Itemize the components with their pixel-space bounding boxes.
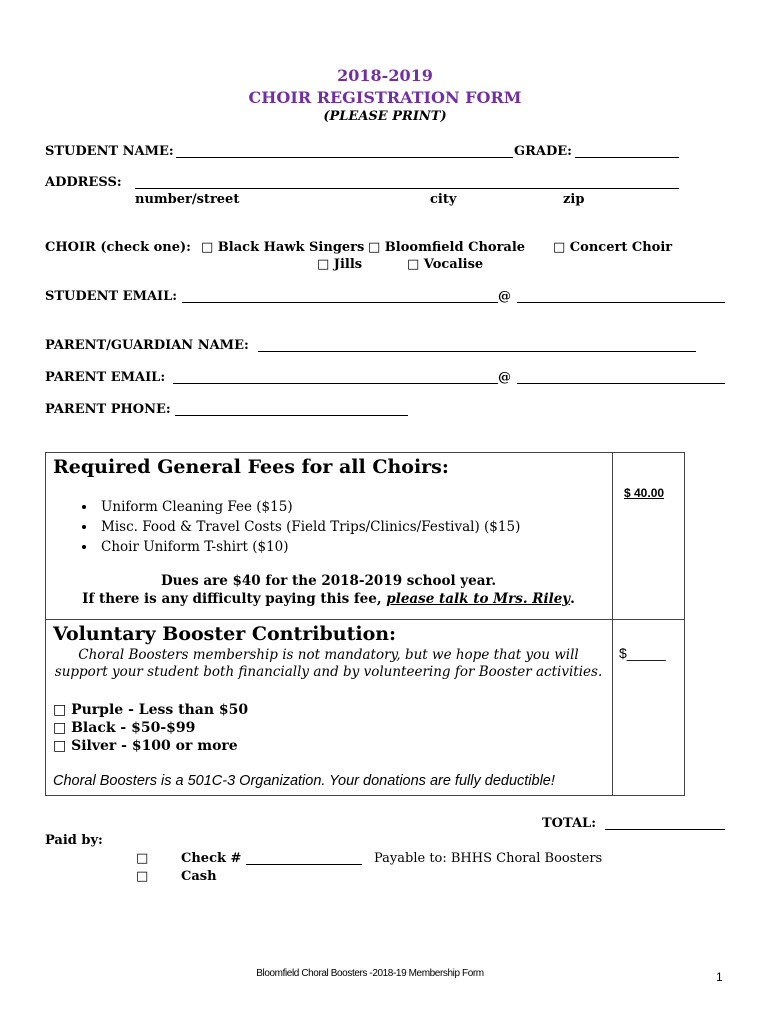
- check-number-field[interactable]: [246, 864, 362, 865]
- cash-label: Cash: [181, 869, 217, 884]
- page-number: 1: [716, 970, 723, 984]
- total-field[interactable]: [605, 829, 725, 830]
- tax-deductible-note: Choral Boosters is a 501C-3 Organization. Your donations are fully deductible!: [53, 773, 555, 789]
- zip-caption: zip: [563, 192, 585, 207]
- parent-email-label: PARENT EMAIL:: [45, 370, 166, 385]
- student-email-user-field[interactable]: [182, 302, 498, 303]
- form-subtitle: (PLEASE PRINT): [323, 109, 447, 124]
- address-field[interactable]: [135, 188, 679, 189]
- choir-option-jills[interactable]: □ Jills: [317, 257, 363, 272]
- booster-note-line-1: Choral Boosters membership is not mandatory, but we hope that you will: [78, 647, 579, 663]
- choir-option-concert-choir[interactable]: □ Concert Choir: [553, 240, 673, 255]
- booster-level-purple[interactable]: □ Purple - Less than $50: [53, 702, 249, 718]
- choir-option-black-hawk-singers[interactable]: □ Black Hawk Singers: [201, 240, 365, 255]
- student-email-domain-field[interactable]: [517, 302, 725, 303]
- parent-name-label: PARENT/GUARDIAN NAME:: [45, 338, 249, 353]
- dues-line: Dues are $40 for the 2018-2019 school year.: [160, 573, 497, 589]
- difficulty-prefix: If there is any difficulty paying this fee,: [82, 591, 387, 607]
- choir-option-vocalise[interactable]: □ Vocalise: [407, 257, 484, 272]
- student-name-field[interactable]: [176, 157, 513, 158]
- check-checkbox[interactable]: □: [136, 851, 149, 866]
- parent-email-domain-field[interactable]: [517, 383, 725, 384]
- choir-option-bloomfield-chorale[interactable]: □ Bloomfield Chorale: [368, 240, 526, 255]
- grade-field[interactable]: [575, 157, 679, 158]
- student-email-at: @: [498, 289, 511, 304]
- parent-email-at: @: [498, 370, 511, 385]
- booster-amount-field[interactable]: $_____: [619, 645, 666, 661]
- fees-table-row-divider: [45, 619, 684, 620]
- difficulty-suffix: .: [570, 591, 575, 607]
- booster-level-black[interactable]: □ Black - $50-$99: [53, 720, 196, 736]
- student-name-label: STUDENT NAME:: [45, 144, 174, 159]
- fees-amount: $ 40.00: [624, 486, 665, 500]
- parent-phone-label: PARENT PHONE:: [45, 402, 171, 417]
- booster-level-silver[interactable]: □ Silver - $100 or more: [53, 738, 238, 754]
- payable-to-text: Payable to: BHHS Choral Boosters: [374, 851, 603, 866]
- total-label: TOTAL:: [542, 816, 596, 831]
- city-caption: city: [430, 192, 457, 207]
- choir-label: CHOIR (check one):: [45, 240, 191, 255]
- talk-to-mrs-riley-link: please talk to Mrs. Riley: [386, 591, 571, 607]
- booster-note-line-2: support your student both financially and by volunteering for Booster activities.: [54, 664, 603, 680]
- fees-list: [45, 497, 520, 557]
- address-label: ADDRESS:: [45, 175, 122, 190]
- form-year: 2018-2019: [337, 66, 433, 85]
- footer-text: Bloomfield Choral Boosters -2018-19 Membership Form: [256, 968, 484, 979]
- parent-phone-field[interactable]: [175, 415, 408, 416]
- parent-email-user-field[interactable]: [173, 383, 498, 384]
- cash-checkbox[interactable]: □: [136, 869, 149, 884]
- parent-name-field[interactable]: [258, 351, 696, 352]
- fees-heading: Required General Fees for all Choirs:: [53, 456, 449, 478]
- fee-item: • Choir Uniform T-shirt ($10): [97, 537, 520, 557]
- fees-table-divider: [612, 452, 613, 795]
- fee-item: • Misc. Food & Travel Costs (Field Trips/Clinics/Festival) ($15): [97, 517, 520, 537]
- form-title: CHOIR REGISTRATION FORM: [248, 88, 522, 107]
- check-label: Check #: [181, 851, 242, 866]
- number-street-caption: number/street: [135, 192, 240, 207]
- student-email-label: STUDENT EMAIL:: [45, 289, 178, 304]
- paid-by-label: Paid by:: [45, 833, 103, 848]
- grade-label: GRADE:: [514, 144, 572, 159]
- difficulty-line: [45, 591, 612, 607]
- booster-heading: Voluntary Booster Contribution:: [53, 623, 397, 645]
- fee-item: • Uniform Cleaning Fee ($15): [97, 497, 520, 517]
